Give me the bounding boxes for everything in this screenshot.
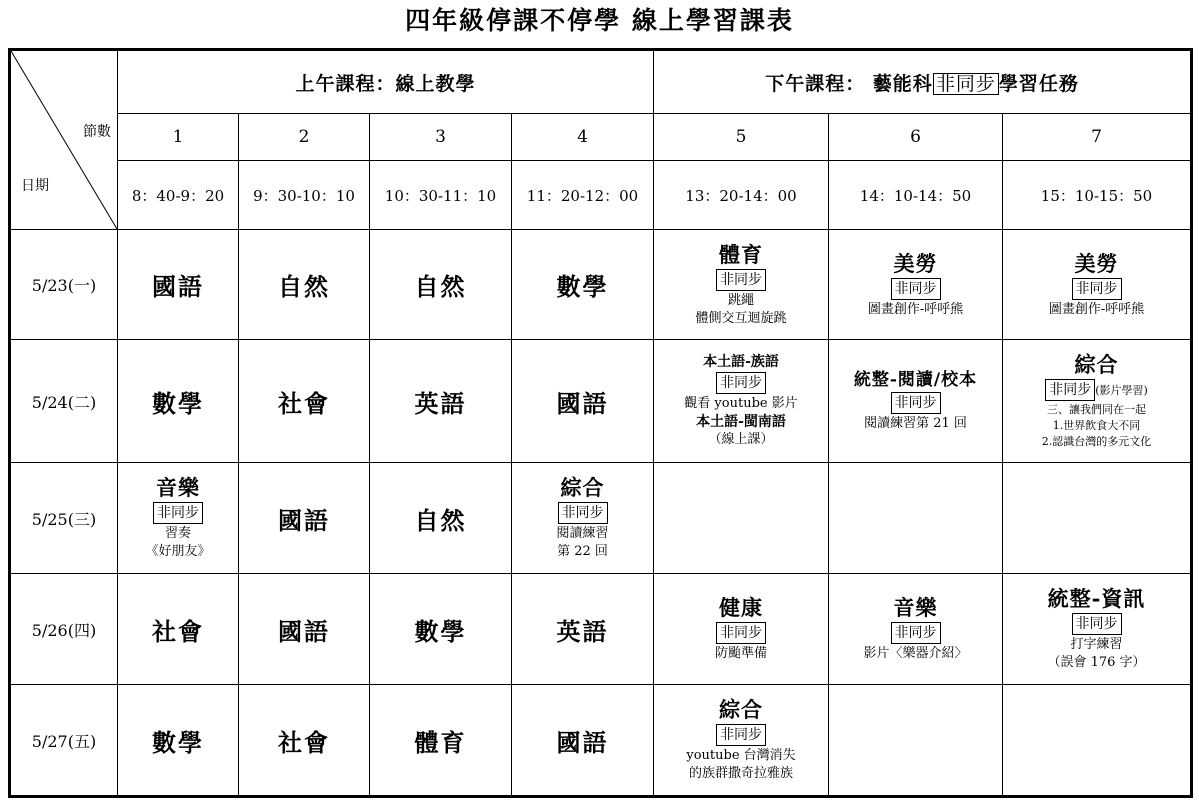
task-note: 《好朋友》: [145, 544, 211, 559]
task-note: 的族群撒奇拉雅族: [689, 766, 794, 781]
subject-cell: 社會: [239, 685, 370, 797]
subject-cell: 數學: [370, 574, 512, 685]
async-task-cell: [118, 463, 239, 574]
async-tag: 非同步: [1072, 613, 1122, 635]
async-tag: 非同步: [716, 724, 766, 746]
async-tag: 非同步: [153, 502, 203, 524]
task-note: youtube 台灣消失: [686, 748, 796, 763]
async-task-cell: [1003, 340, 1192, 463]
empty-cell: [829, 685, 1003, 797]
task-subject: 統整-資訊: [1047, 586, 1146, 611]
async-task-cell: [829, 230, 1003, 340]
async-tag: 非同步: [891, 278, 941, 300]
tag-suffix-note: (影片學習): [1095, 384, 1148, 397]
task-note: 閱讀練習第 21 回: [864, 416, 967, 431]
subject-cell: 社會: [239, 340, 370, 463]
afternoon-header-async-box: 非同步: [933, 73, 999, 95]
task-note: 影片〈樂器介紹〉: [863, 646, 968, 661]
task-note: 跳繩: [728, 292, 755, 308]
date-cell: 5/25(三): [10, 463, 118, 574]
task-subject: 美勞: [1074, 250, 1119, 276]
afternoon-header-prefix: 下午課程： 藝能科: [765, 72, 933, 95]
task-subject: 音樂: [156, 475, 200, 500]
async-task-cell: [654, 230, 829, 340]
schedule-table: [8, 48, 1193, 798]
empty-cell: [829, 463, 1003, 574]
task-note: 2.認識台灣的多元文化: [1041, 435, 1152, 448]
async-tag: 非同步: [891, 622, 941, 644]
afternoon-header: [654, 50, 1192, 114]
subject-cell: 數學: [512, 230, 654, 340]
async-task-cell: [1003, 574, 1192, 685]
async-tag-group: [1045, 379, 1148, 398]
async-tag: 非同步: [1072, 278, 1122, 300]
time-row: [10, 161, 1192, 230]
period-number: 6: [829, 114, 1003, 161]
task-subject: 統整-閱讀/校本: [853, 370, 978, 390]
task-note: 習奏: [164, 526, 191, 541]
date-cell: 5/26(四): [10, 574, 118, 685]
task-subject: 本土語-族語: [703, 354, 779, 370]
morning-header: 上午課程：線上教學: [118, 50, 654, 114]
subject-cell: 國語: [118, 230, 239, 340]
day-row-0524: [10, 340, 1192, 463]
task-note: 圖畫創作-呼呼熊: [867, 301, 964, 317]
task-note: （誤會 176 字）: [1047, 655, 1146, 670]
period-time: 10：30-11：10: [370, 161, 512, 230]
subject-cell: 國語: [239, 463, 370, 574]
async-tag: 非同步: [716, 622, 766, 644]
async-tag: 非同步: [558, 502, 608, 524]
afternoon-header-suffix: 學習任務: [998, 72, 1079, 95]
day-row-0523: [10, 230, 1192, 340]
async-tag: 非同步: [716, 269, 766, 291]
async-task-cell: [829, 340, 1003, 463]
async-task-cell: [654, 340, 829, 463]
empty-cell: [1003, 463, 1192, 574]
async-task-cell: [512, 463, 654, 574]
async-task-cell: [654, 685, 829, 797]
subject-cell: 英語: [370, 340, 512, 463]
subject-cell: 英語: [512, 574, 654, 685]
task-subject: 健康: [719, 595, 764, 620]
date-cell: 5/27(五): [10, 685, 118, 797]
async-tag: 非同步: [891, 392, 941, 414]
day-row-0525: [10, 463, 1192, 574]
task-note: 防颱準備: [715, 646, 768, 661]
task-subject: 體育: [719, 241, 764, 267]
task-subject: 綜合: [560, 475, 605, 500]
task-note: 閱讀練習: [556, 526, 609, 541]
date-cell: 5/24(二): [10, 340, 118, 463]
async-task-cell: [829, 574, 1003, 685]
task-note: 三、讓我們同在一起: [1047, 403, 1147, 416]
period-time: 15：10-15：50: [1003, 161, 1192, 230]
period-time: 9：30-10：10: [239, 161, 370, 230]
task-subject: 音樂: [893, 595, 938, 620]
period-number: 5: [654, 114, 829, 161]
period-time: 8：40-9：20: [118, 161, 239, 230]
subject-cell: 國語: [239, 574, 370, 685]
task-note: 打字練習: [1070, 637, 1123, 652]
period-number: 1: [118, 114, 239, 161]
day-row-0527: [10, 685, 1192, 797]
subject-cell: 體育: [370, 685, 512, 797]
period-number: 3: [370, 114, 512, 161]
day-row-0526: [10, 574, 1192, 685]
section-header-row: [10, 50, 1192, 114]
task-note: 第 22 回: [557, 544, 608, 559]
corner-period-label: 節數: [83, 124, 111, 140]
async-task-cell: [654, 574, 829, 685]
period-time: 14：10-14：50: [829, 161, 1003, 230]
task-note: 觀看 youtube 影片: [684, 396, 798, 411]
task-subject: 綜合: [719, 697, 764, 722]
subject-cell: 數學: [118, 340, 239, 463]
period-number: 4: [512, 114, 654, 161]
subject-cell: 自然: [239, 230, 370, 340]
subject-cell: 國語: [512, 340, 654, 463]
task-subject: 綜合: [1074, 352, 1119, 377]
period-number: 7: [1003, 114, 1192, 161]
async-tag: 非同步: [716, 372, 766, 394]
subject-cell: 自然: [370, 230, 512, 340]
period-time: 13：20-14：00: [654, 161, 829, 230]
subject-cell: 數學: [118, 685, 239, 797]
empty-cell: [654, 463, 829, 574]
subject-cell: 自然: [370, 463, 512, 574]
async-tag: 非同步: [1045, 379, 1095, 401]
corner-date-label: 日期: [21, 178, 49, 194]
task-note: 體側交互迴旋跳: [695, 310, 787, 326]
empty-cell: [1003, 685, 1192, 797]
corner-cell: [10, 50, 118, 230]
async-task-cell: [1003, 230, 1192, 340]
date-cell: 5/23(一): [10, 230, 118, 340]
period-time: 11：20-12：00: [512, 161, 654, 230]
task-note: 圖畫創作-呼呼熊: [1048, 301, 1145, 317]
task-note: （線上課）: [708, 432, 774, 447]
task-subject: 美勞: [893, 250, 938, 276]
subject-cell: 國語: [512, 685, 654, 797]
subject-cell: 社會: [118, 574, 239, 685]
period-number: 2: [239, 114, 370, 161]
task-subject-secondary: 本土語-閩南語: [696, 414, 786, 430]
page-title: 四年級停課不停學 線上學習課表: [405, 6, 794, 35]
period-row: [10, 114, 1192, 161]
task-note: 1.世界飲食大不同: [1052, 419, 1141, 432]
